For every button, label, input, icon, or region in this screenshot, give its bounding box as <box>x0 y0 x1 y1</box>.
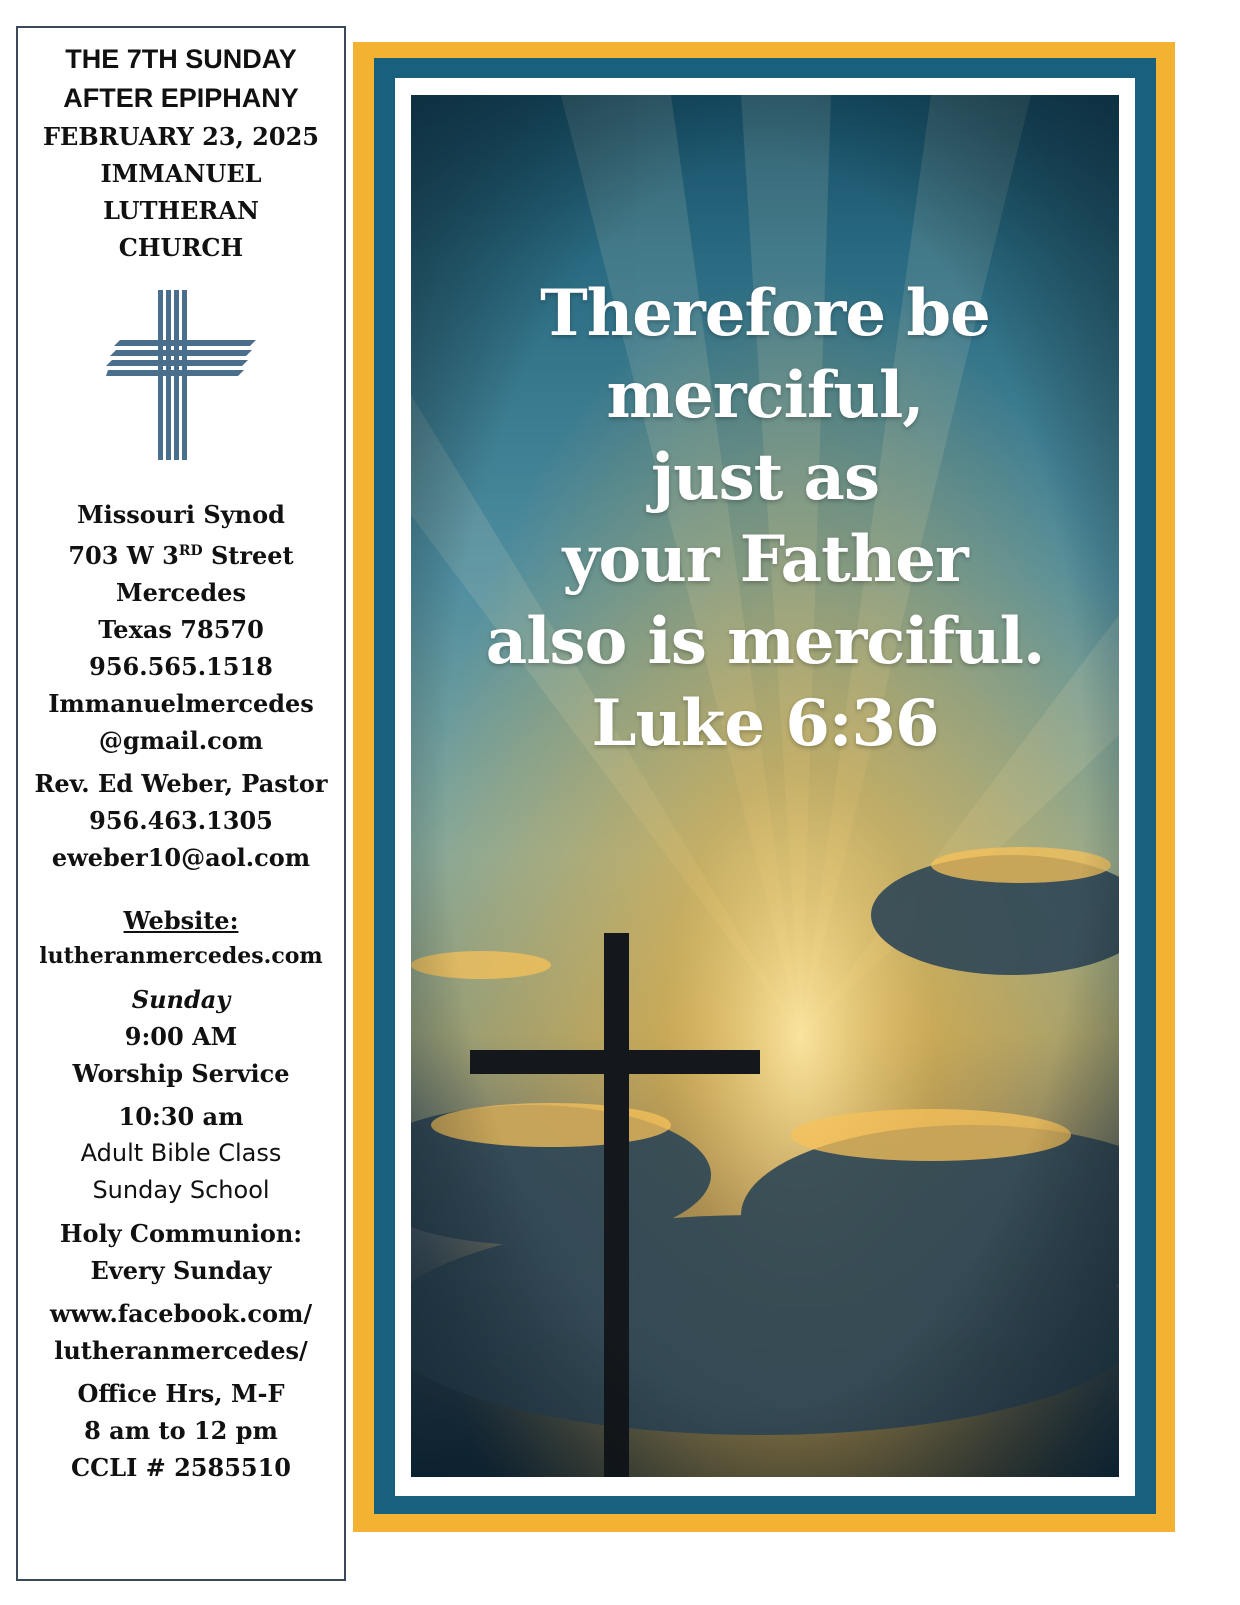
sidebar <box>16 26 346 1581</box>
worship-label: Worship Service <box>72 1059 290 1088</box>
lcms-cross-icon <box>106 290 256 470</box>
website-label: Website: <box>123 906 239 935</box>
sunday-label: Sunday <box>131 985 231 1014</box>
facebook-link-line2[interactable]: lutheranmercedes/ <box>54 1336 308 1365</box>
verse-line1: Therefore be <box>540 276 990 351</box>
class-label-school: Sunday School <box>92 1176 270 1204</box>
state-zip: Texas 78570 <box>98 615 264 644</box>
pastor-phone: 956.463.1305 <box>89 806 273 835</box>
verse-line5: also is merciful. <box>485 604 1045 679</box>
city: Mercedes <box>116 578 246 607</box>
verse-line3: just as <box>650 440 880 515</box>
verse-line4: your Father <box>562 522 968 597</box>
verse-reference: Luke 6:36 <box>591 686 939 761</box>
ccli-number: CCLI # 2585510 <box>70 1453 292 1482</box>
office-hours-line2: 8 am to 12 pm <box>84 1416 278 1445</box>
facebook-link-line1[interactable]: www.facebook.com/ <box>49 1299 313 1328</box>
website-link[interactable]: lutheranmercedes.com <box>39 943 323 969</box>
service-title-line2: AFTER EPIPHANY <box>63 83 299 113</box>
church-phone: 956.565.1518 <box>89 652 273 681</box>
communion-line2: Every Sunday <box>90 1256 272 1285</box>
street-address: 703 W 3RD Street <box>68 541 294 570</box>
class-label-adult: Adult Bible Class <box>80 1139 282 1167</box>
office-hours-line1: Office Hrs, M-F <box>77 1379 285 1408</box>
pastor-email[interactable]: eweber10@aol.com <box>51 843 311 872</box>
church-name-line3: CHURCH <box>118 233 244 262</box>
scripture-verse <box>411 273 1119 765</box>
church-email-line1[interactable]: Immanuelmercedes <box>48 689 314 718</box>
church-email-line2[interactable]: @gmail.com <box>98 726 264 755</box>
class-time: 10:30 am <box>118 1102 244 1131</box>
service-date: FEBRUARY 23, 2025 <box>43 122 319 151</box>
church-name-line2: LUTHERAN <box>103 196 259 225</box>
service-title-line1: THE 7TH SUNDAY <box>65 44 297 74</box>
verse-line2: merciful, <box>606 358 924 433</box>
synod-label: Missouri Synod <box>77 500 285 529</box>
church-name-line1: IMMANUEL <box>100 159 262 188</box>
communion-line1: Holy Communion: <box>59 1219 303 1248</box>
worship-time: 9:00 AM <box>124 1022 238 1051</box>
cross-sunset-image <box>411 95 1119 1477</box>
pastor-name: Rev. Ed Weber, Pastor <box>34 769 328 798</box>
